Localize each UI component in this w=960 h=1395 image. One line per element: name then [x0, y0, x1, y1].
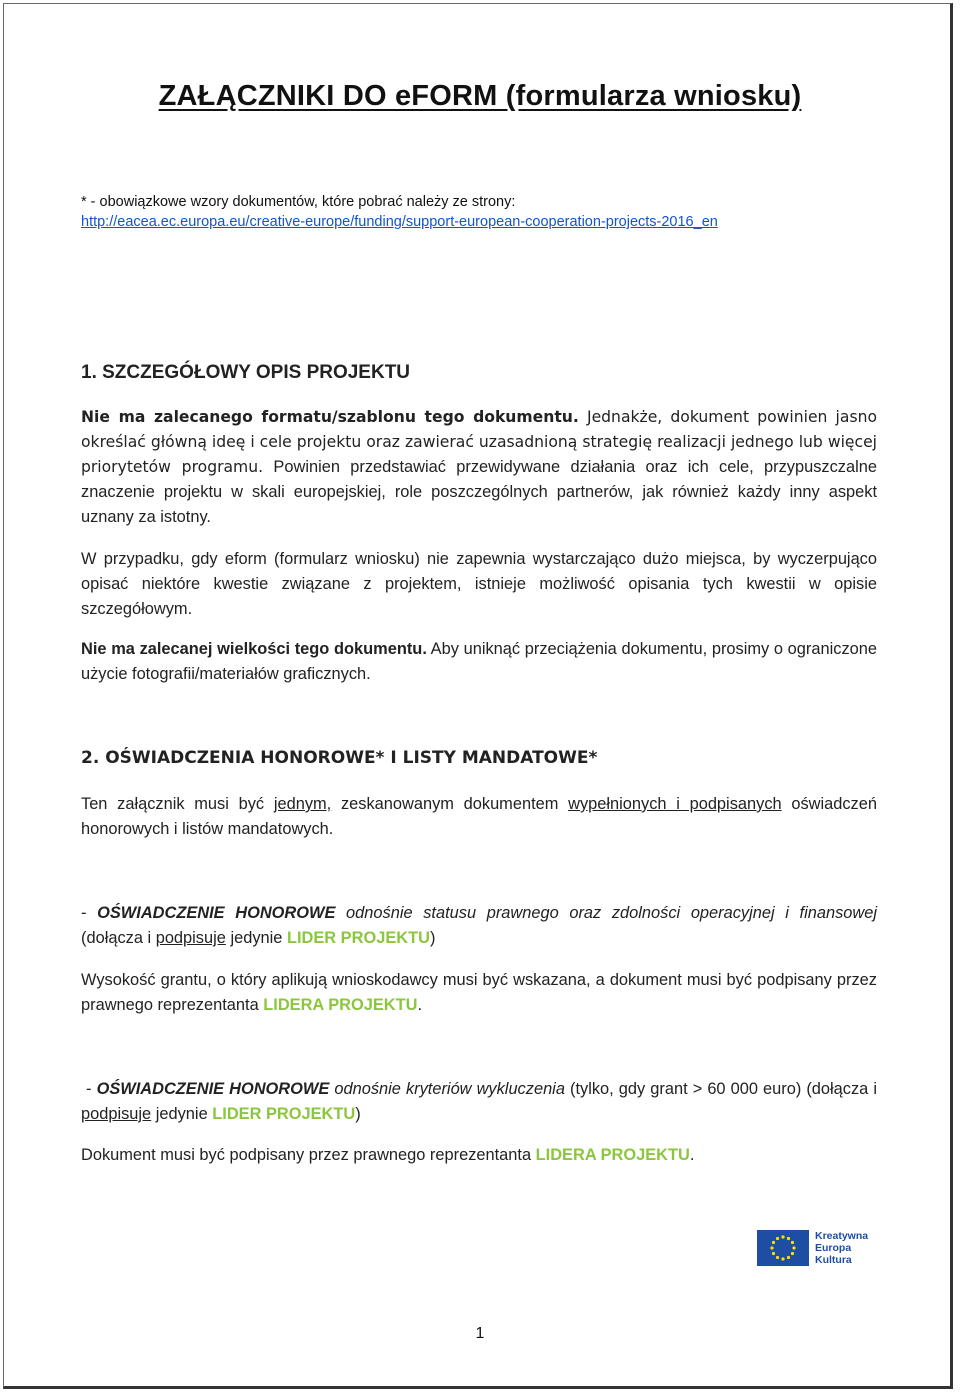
- section2-p1-a: Ten załącznik musi być: [81, 795, 274, 813]
- item2-p-c: .: [689, 1146, 695, 1164]
- item2-subject: odnośnie kryteriów wykluczenia: [329, 1080, 565, 1098]
- section1-paragraph1: [81, 405, 877, 530]
- section1-p1-bold: Nie ma zalecanego formatu/szablonu tego dokumentu.: [81, 408, 579, 426]
- section1-heading: 1. SZCZEGÓŁOWY OPIS PROJEKTU: [81, 362, 411, 383]
- page-number: 1: [475, 1325, 485, 1342]
- item2-title: OŚWIADCZENIE HONOROWE: [96, 1080, 330, 1098]
- section1-p1-rest: Jednakże, dokument powinien jasno określać główną ideę i cele projektu oraz zawierać uzasadnioną strategię realizacji jednego lub więcej priorytetów programu.: [81, 408, 877, 476]
- item1-a: (dołącza i: [81, 929, 156, 947]
- eu-flag-icon: [757, 1230, 809, 1266]
- item1-b: jedynie: [225, 929, 287, 947]
- item2-p-lidera: LIDERA PROJEKTU: [535, 1146, 690, 1164]
- section2-p1-b: zeskanowanym dokumentem: [331, 795, 569, 813]
- creative-europe-logo: [757, 1226, 879, 1270]
- item1-c: ): [429, 929, 436, 947]
- section1-p3-rest: Aby uniknąć przeciążenia dokumentu, prosimy o ograniczone użycie fotografii/materiałów graficznych.: [81, 640, 877, 683]
- statement-item2-paragraph: [81, 1143, 877, 1168]
- logo-line2: Europa: [815, 1242, 852, 1254]
- item1-p-a: Wysokość grantu, o który aplikują wnioskodawcy musi być wskazana, a dokument musi być podpisany przez prawnego reprezentanta: [81, 971, 877, 1014]
- section1-p1-tail: Powinien przedstawiać przewidywane działania oraz ich cele, przypuszczalne znaczenie projektu w skali europejskiej, role poszczególnych partnerów, jak również każdy inny aspekt uznany za istotny.: [81, 458, 877, 526]
- item1-p-c: .: [417, 996, 423, 1014]
- item1-underline: podpisuje: [155, 929, 226, 947]
- page-title: ZAŁĄCZNIKI DO eFORM (formularza wniosku): [158, 80, 802, 112]
- note-text: * - obowiązkowe wzory dokumentów, które pobrać należy ze strony:: [81, 194, 516, 210]
- section1-p3-bold: Nie ma zalecanej wielkości tego dokumentu.: [81, 640, 427, 658]
- item2-lider: LIDER PROJEKTU: [212, 1105, 356, 1123]
- item1-dash: -: [81, 904, 98, 922]
- item2-underline: podpisuje: [81, 1105, 152, 1123]
- item1-p-lidera: LIDERA PROJEKTU: [263, 996, 418, 1014]
- statement-item1: [81, 901, 877, 951]
- logo-text: [815, 1230, 868, 1266]
- statement-item1-paragraph: [81, 968, 877, 1018]
- section1-paragraph2: W przypadku, gdy eform (formularz wniosku) nie zapewnia wystarczająco dużo miejsca, by wyczerpująco opisać niektóre kwestie związane z projektem, istnieje możliwość opisania tych kwestii w opisie szczegółowym.: [81, 550, 877, 618]
- section2-p1-c: oświadczeń honorowych i listów mandatowych.: [81, 795, 877, 838]
- statement-item2: [81, 1077, 877, 1127]
- item2-a: (tylko, gdy grant > 60 000 euro) (dołącza i: [564, 1080, 877, 1098]
- item2-p-a: Dokument musi być podpisany przez prawnego reprezentanta: [81, 1146, 536, 1164]
- logo-line1: Kreatywna: [815, 1230, 869, 1242]
- item2-b: jedynie: [151, 1105, 213, 1123]
- item1-lider: LIDER PROJEKTU: [286, 929, 430, 947]
- section2-p1-underline1: jednym,: [273, 795, 332, 813]
- section2-heading: 2. OŚWIADCZENIA HONOROWE* I LISTY MANDATOWE*: [81, 748, 598, 768]
- item1-title: OŚWIADCZENIE HONOROWE: [97, 904, 336, 922]
- section2-p1-underline2: wypełnionych i podpisanych: [568, 795, 782, 813]
- mandatory-note: [81, 192, 718, 232]
- logo-line3: Kultura: [815, 1254, 852, 1266]
- item2-c: ): [355, 1105, 361, 1123]
- item2-dash: -: [81, 1080, 97, 1098]
- section2-paragraph1: [81, 792, 877, 842]
- section1-paragraph3: [81, 637, 877, 687]
- item1-subject: odnośnie statusu prawnego oraz zdolności operacyjnej i finansowej: [335, 904, 878, 922]
- download-link[interactable]: http://eacea.ec.europa.eu/creative-europe/funding/support-european-cooperation-projects-2016_en: [81, 214, 718, 230]
